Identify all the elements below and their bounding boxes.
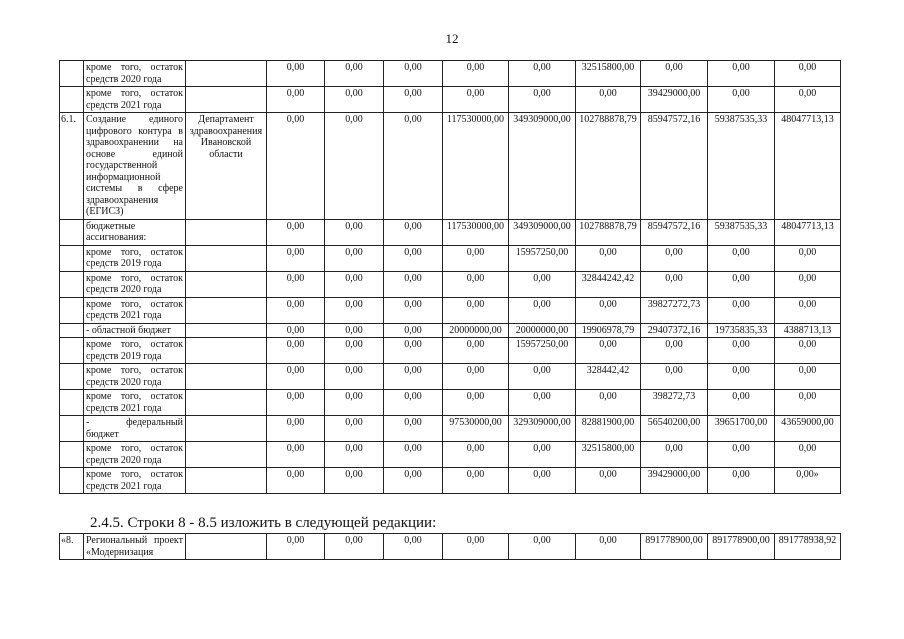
amount-cell: 0,00 — [443, 364, 509, 390]
amount-cell: 0,00 — [384, 219, 443, 245]
amount-cell: 0,00 — [267, 364, 325, 390]
amount-cell: 0,00 — [384, 534, 443, 560]
row-index-cell — [60, 297, 84, 323]
row-description-cell: кроме того, остаток средств 2021 года — [84, 390, 186, 416]
responsible-department-cell — [186, 442, 267, 468]
amount-cell: 0,00 — [509, 271, 576, 297]
amount-cell: 0,00 — [775, 442, 841, 468]
row-index-cell — [60, 338, 84, 364]
amount-cell: 0,00 — [267, 61, 325, 87]
amount-cell: 0,00 — [443, 61, 509, 87]
amount-cell: 29407372,16 — [641, 323, 708, 338]
amount-cell: 0,00 — [576, 245, 641, 271]
amount-cell: 0,00 — [641, 271, 708, 297]
amount-cell: 0,00 — [641, 245, 708, 271]
responsible-department-cell — [186, 338, 267, 364]
amount-cell: 85947572,16 — [641, 113, 708, 220]
table-row — [60, 245, 841, 271]
row-description-cell: кроме того, остаток средств 2020 года — [84, 364, 186, 390]
amount-cell: 0,00 — [384, 61, 443, 87]
amount-cell: 0,00 — [775, 390, 841, 416]
row-index-cell — [60, 245, 84, 271]
amount-cell: 15957250,00 — [509, 338, 576, 364]
amount-cell: 0,00 — [267, 534, 325, 560]
row-index-cell: 6.1. — [60, 113, 84, 220]
amount-cell: 0,00 — [267, 442, 325, 468]
amount-cell: 0,00 — [384, 364, 443, 390]
amount-cell: 85947572,16 — [641, 219, 708, 245]
responsible-department-cell: Департамент здравоохранения Ивановской области — [186, 113, 267, 220]
amount-cell: 891778900,00 — [708, 534, 775, 560]
row-index-cell — [60, 87, 84, 113]
amount-cell: 32844242,42 — [576, 271, 641, 297]
amount-cell: 0,00 — [576, 297, 641, 323]
amount-cell: 0,00 — [576, 87, 641, 113]
amount-cell: 0,00 — [384, 245, 443, 271]
responsible-department-cell — [186, 297, 267, 323]
row-description-cell: кроме того, остаток средств 2020 года — [84, 442, 186, 468]
row-index-cell — [60, 219, 84, 245]
responsible-department-cell — [186, 390, 267, 416]
row-description-cell: кроме того, остаток средств 2019 года — [84, 338, 186, 364]
amount-cell: 0,00 — [325, 323, 384, 338]
table-row — [60, 442, 841, 468]
amount-cell: 20000000,00 — [443, 323, 509, 338]
amount-cell: 0,00 — [708, 245, 775, 271]
amount-cell: 0,00» — [775, 468, 841, 494]
amount-cell: 0,00 — [775, 297, 841, 323]
amount-cell: 39429000,00 — [641, 468, 708, 494]
amount-cell: 0,00 — [267, 416, 325, 442]
amount-cell: 59387535,33 — [708, 113, 775, 220]
responsible-department-cell — [186, 468, 267, 494]
amount-cell: 43659000,00 — [775, 416, 841, 442]
responsible-department-cell — [186, 534, 267, 560]
section-heading: 2.4.5. Строки 8 - 8.5 изложить в следующей редакции: — [90, 515, 437, 531]
responsible-department-cell — [186, 323, 267, 338]
amount-cell: 0,00 — [267, 297, 325, 323]
row-description-cell: кроме того, остаток средств 2021 года — [84, 297, 186, 323]
table-row — [60, 390, 841, 416]
amount-cell: 349309000,00 — [509, 113, 576, 220]
amount-cell: 39651700,00 — [708, 416, 775, 442]
table-row — [60, 468, 841, 494]
amount-cell: 82881900,00 — [576, 416, 641, 442]
amount-cell: 0,00 — [509, 468, 576, 494]
amount-cell: 0,00 — [443, 297, 509, 323]
responsible-department-cell — [186, 219, 267, 245]
row-index-cell — [60, 468, 84, 494]
table-row — [60, 219, 841, 245]
amount-cell: 0,00 — [384, 468, 443, 494]
amount-cell: 0,00 — [325, 245, 384, 271]
amount-cell: 0,00 — [325, 87, 384, 113]
amount-cell: 0,00 — [576, 534, 641, 560]
amount-cell: 39429000,00 — [641, 87, 708, 113]
amount-cell: 0,00 — [325, 442, 384, 468]
row-index-cell: «8. — [60, 534, 84, 560]
row-description-cell: кроме того, остаток средств 2019 года — [84, 245, 186, 271]
table-row — [60, 323, 841, 338]
amount-cell: 39827272,73 — [641, 297, 708, 323]
responsible-department-cell — [186, 416, 267, 442]
amount-cell: 0,00 — [384, 323, 443, 338]
amount-cell: 117530000,00 — [443, 219, 509, 245]
amount-cell: 0,00 — [325, 338, 384, 364]
amount-cell: 891778900,00 — [641, 534, 708, 560]
amount-cell: 0,00 — [775, 61, 841, 87]
amount-cell: 0,00 — [267, 323, 325, 338]
amount-cell: 0,00 — [641, 338, 708, 364]
responsible-department-cell — [186, 364, 267, 390]
amount-cell: 0,00 — [443, 87, 509, 113]
row-description-cell: кроме того, остаток средств 2020 года — [84, 271, 186, 297]
row-index-cell — [60, 442, 84, 468]
table-row — [60, 271, 841, 297]
amount-cell: 0,00 — [443, 468, 509, 494]
responsible-department-cell — [186, 245, 267, 271]
amount-cell: 0,00 — [325, 390, 384, 416]
amount-cell: 32515800,00 — [576, 442, 641, 468]
amount-cell: 0,00 — [509, 87, 576, 113]
row-index-cell — [60, 271, 84, 297]
amount-cell: 0,00 — [708, 364, 775, 390]
amount-cell: 0,00 — [384, 87, 443, 113]
amount-cell: 48047713,13 — [775, 219, 841, 245]
amount-cell: 0,00 — [267, 338, 325, 364]
amount-cell: 15957250,00 — [509, 245, 576, 271]
amount-cell: 0,00 — [443, 338, 509, 364]
responsible-department-cell — [186, 61, 267, 87]
amount-cell: 0,00 — [775, 87, 841, 113]
amount-cell: 56540200,00 — [641, 416, 708, 442]
amount-cell: 4388713,13 — [775, 323, 841, 338]
amount-cell: 0,00 — [325, 297, 384, 323]
table-row — [60, 113, 841, 220]
amount-cell: 0,00 — [267, 113, 325, 220]
table-row — [60, 416, 841, 442]
amount-cell: 102788878,79 — [576, 113, 641, 220]
row-description-cell: бюджетные ассигнования: — [84, 219, 186, 245]
amount-cell: 0,00 — [443, 271, 509, 297]
amount-cell: 329309000,00 — [509, 416, 576, 442]
row-description-cell: кроме того, остаток средств 2020 года — [84, 61, 186, 87]
row-index-cell — [60, 61, 84, 87]
amount-cell: 0,00 — [325, 364, 384, 390]
amount-cell: 0,00 — [384, 442, 443, 468]
table-row — [60, 297, 841, 323]
amount-cell: 0,00 — [708, 297, 775, 323]
amount-cell: 0,00 — [509, 534, 576, 560]
amount-cell: 117530000,00 — [443, 113, 509, 220]
amount-cell: 0,00 — [509, 390, 576, 416]
amount-cell: 19906978,79 — [576, 323, 641, 338]
amount-cell: 0,00 — [775, 271, 841, 297]
amount-cell: 0,00 — [509, 61, 576, 87]
amount-cell: 0,00 — [384, 416, 443, 442]
amount-cell: 0,00 — [384, 113, 443, 220]
amount-cell: 0,00 — [708, 390, 775, 416]
amount-cell: 0,00 — [267, 219, 325, 245]
amount-cell: 0,00 — [576, 390, 641, 416]
amount-cell: 0,00 — [708, 442, 775, 468]
row-description-cell: кроме того, остаток средств 2021 года — [84, 87, 186, 113]
amount-cell: 0,00 — [775, 245, 841, 271]
amount-cell: 0,00 — [384, 271, 443, 297]
amount-cell: 20000000,00 — [509, 323, 576, 338]
budget-table-continued — [59, 533, 841, 560]
amount-cell: 0,00 — [708, 271, 775, 297]
table-row — [60, 534, 841, 560]
amount-cell: 398272,73 — [641, 390, 708, 416]
amount-cell: 102788878,79 — [576, 219, 641, 245]
amount-cell: 0,00 — [325, 271, 384, 297]
amount-cell: 0,00 — [325, 534, 384, 560]
amount-cell: 891778938,92 — [775, 534, 841, 560]
amount-cell: 0,00 — [708, 61, 775, 87]
amount-cell: 0,00 — [384, 338, 443, 364]
row-index-cell — [60, 323, 84, 338]
row-description-cell: Региональный проект «Модернизация — [84, 534, 186, 560]
amount-cell: 32515800,00 — [576, 61, 641, 87]
amount-cell: 349309000,00 — [509, 219, 576, 245]
row-description-cell: Создание единого цифрового контура в здравоохранении на основе единой государственной информационной системы в сфере здравоохранения (ЕГИСЗ) — [84, 113, 186, 220]
amount-cell: 0,00 — [267, 468, 325, 494]
responsible-department-cell — [186, 271, 267, 297]
amount-cell: 0,00 — [641, 364, 708, 390]
amount-cell: 0,00 — [775, 364, 841, 390]
amount-cell: 0,00 — [325, 416, 384, 442]
amount-cell: 0,00 — [708, 338, 775, 364]
page-number: 12 — [445, 31, 459, 46]
responsible-department-cell — [186, 87, 267, 113]
amount-cell: 0,00 — [708, 468, 775, 494]
amount-cell: 0,00 — [384, 297, 443, 323]
table-row — [60, 338, 841, 364]
amount-cell: 0,00 — [325, 61, 384, 87]
amount-cell: 0,00 — [509, 364, 576, 390]
amount-cell: 0,00 — [576, 338, 641, 364]
amount-cell: 0,00 — [325, 468, 384, 494]
amount-cell: 0,00 — [708, 87, 775, 113]
budget-table — [59, 60, 841, 494]
amount-cell: 59387535,33 — [708, 219, 775, 245]
amount-cell: 0,00 — [443, 442, 509, 468]
amount-cell: 0,00 — [443, 390, 509, 416]
amount-cell: 0,00 — [641, 442, 708, 468]
amount-cell: 0,00 — [443, 534, 509, 560]
amount-cell: 48047713,13 — [775, 113, 841, 220]
amount-cell: 0,00 — [267, 390, 325, 416]
row-description-cell: кроме того, остаток средств 2021 года — [84, 468, 186, 494]
amount-cell: 0,00 — [267, 271, 325, 297]
row-description-cell: - федеральный бюджет — [84, 416, 186, 442]
amount-cell: 0,00 — [267, 245, 325, 271]
row-index-cell — [60, 364, 84, 390]
table-row — [60, 87, 841, 113]
amount-cell: 0,00 — [641, 61, 708, 87]
row-index-cell — [60, 390, 84, 416]
amount-cell: 0,00 — [443, 245, 509, 271]
amount-cell: 0,00 — [325, 219, 384, 245]
amount-cell: 328442,42 — [576, 364, 641, 390]
amount-cell: 97530000,00 — [443, 416, 509, 442]
table-row — [60, 364, 841, 390]
amount-cell: 0,00 — [325, 113, 384, 220]
row-description-cell: - областной бюджет — [84, 323, 186, 338]
amount-cell: 0,00 — [384, 390, 443, 416]
amount-cell: 0,00 — [509, 442, 576, 468]
amount-cell: 19735835,33 — [708, 323, 775, 338]
table-row — [60, 61, 841, 87]
amount-cell: 0,00 — [267, 87, 325, 113]
amount-cell: 0,00 — [509, 297, 576, 323]
amount-cell: 0,00 — [576, 468, 641, 494]
row-index-cell — [60, 416, 84, 442]
amount-cell: 0,00 — [775, 338, 841, 364]
